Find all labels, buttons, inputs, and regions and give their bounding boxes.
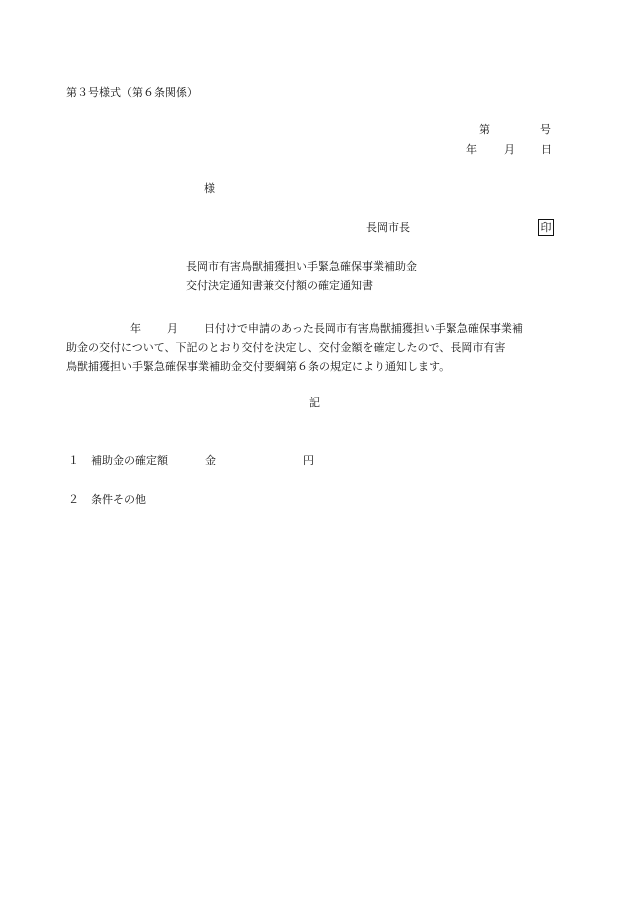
sender-name: 長岡市長 <box>366 221 410 234</box>
document-title-line-2: 交付決定通知書兼交付額の確定通知書 <box>186 279 373 292</box>
body-line-2: 助金の交付について、下記のとおり交付を決定し、交付金額を確定したので、長岡市有害 <box>66 341 506 354</box>
item-2-number: ２ <box>68 493 79 506</box>
body-line-3: 鳥獣捕獲担い手緊急確保事業補助金交付要綱第６条の規定により通知します。 <box>66 360 451 373</box>
item-2-label: 条件その他 <box>91 493 146 506</box>
item-1-number: １ <box>68 454 79 467</box>
document-title-line-1: 長岡市有害鳥獣捕獲担い手緊急確保事業補助金 <box>186 260 417 273</box>
document-number-prefix: 第 <box>479 123 490 136</box>
item-1-amount-unit: 円 <box>303 454 314 467</box>
body-line-1 <box>66 319 566 338</box>
notice-body <box>66 319 566 376</box>
date-day-label: 日 <box>541 143 552 156</box>
document-number-suffix: 号 <box>540 123 551 136</box>
date-year-label: 年 <box>466 143 477 156</box>
addressee-honorific: 様 <box>204 182 215 195</box>
body-month-label: 月 <box>167 322 178 335</box>
record-heading: 記 <box>309 396 320 409</box>
date-month-label: 月 <box>504 143 515 156</box>
seal-label: 印 <box>540 221 552 234</box>
body-year-label: 年 <box>130 322 141 335</box>
item-1-label: 補助金の確定額 <box>91 454 168 467</box>
body-line-1-text: 日付けで申請のあった長岡市有害鳥獣捕獲担い手緊急確保事業補 <box>204 322 523 335</box>
seal-stamp <box>538 219 554 236</box>
form-number: 第３号様式（第６条関係） <box>66 86 198 99</box>
item-1-amount-prefix: 金 <box>205 454 216 467</box>
